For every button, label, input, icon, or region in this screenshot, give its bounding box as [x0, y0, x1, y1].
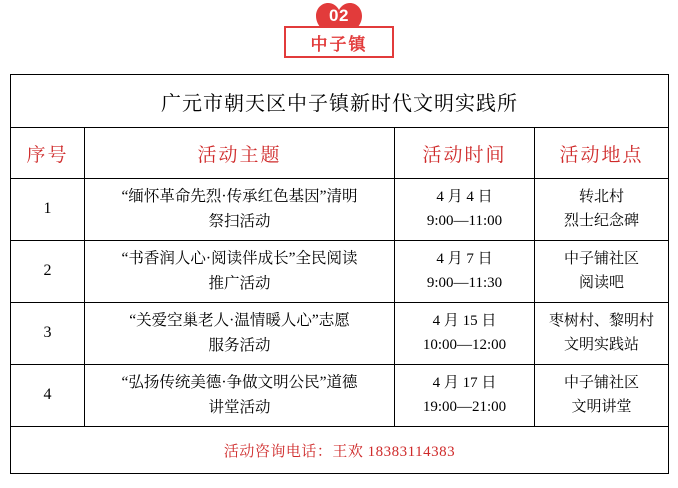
table-row	[11, 303, 669, 365]
row-time-date: 4 月 15 日	[432, 313, 497, 330]
row-no: 1	[11, 179, 85, 241]
row-theme-line2: 推广活动	[208, 274, 271, 292]
row-theme	[85, 179, 395, 241]
row-theme	[85, 241, 395, 303]
schedule-table-container	[10, 74, 668, 474]
row-theme	[85, 365, 395, 427]
row-place-line2: 阅读吧	[578, 274, 624, 291]
row-theme-line1: “书香润人心·阅读伴成长”全民阅读	[121, 250, 358, 268]
badge-number: 02	[329, 6, 349, 25]
schedule-table	[10, 74, 669, 474]
row-place-line1: 中子铺社区	[563, 251, 639, 268]
row-theme-line1: “缅怀革命先烈·传承红色基因”清明	[121, 188, 358, 206]
row-place-line1: 中子铺社区	[563, 375, 639, 392]
row-theme-line2: 服务活动	[208, 336, 271, 354]
row-place	[535, 365, 669, 427]
row-place-line2: 文明讲堂	[571, 398, 632, 415]
row-place	[535, 241, 669, 303]
row-time-range: 9:00—11:30	[426, 274, 503, 291]
row-time	[395, 241, 535, 303]
row-time	[395, 303, 535, 365]
row-theme-line1: “弘扬传统美德·争做文明公民”道德	[121, 374, 358, 392]
row-time-range: 9:00—11:00	[426, 212, 503, 229]
row-time	[395, 365, 535, 427]
table-header-row	[11, 128, 669, 179]
row-theme-line2: 讲堂活动	[208, 398, 271, 416]
page-title: 广元市朝天区中子镇新时代文明实践所	[11, 75, 669, 128]
row-theme-line2: 祭扫活动	[208, 212, 271, 230]
row-place-line1: 枣树村、黎明村	[548, 313, 654, 330]
table-row	[11, 179, 669, 241]
contact-note: 活动咨询电话：王欢 18383114383	[11, 427, 669, 474]
row-place	[535, 179, 669, 241]
row-time-range: 10:00—12:00	[422, 336, 507, 353]
row-place-line2: 文明实践站	[563, 336, 639, 353]
badge-town-label: 中子镇	[310, 34, 368, 54]
row-place-line2: 烈士纪念碑	[563, 212, 639, 229]
row-place	[535, 303, 669, 365]
row-no: 3	[11, 303, 85, 365]
row-place-line1: 转北村	[578, 189, 624, 206]
column-header-theme: 活动主题	[85, 128, 395, 179]
row-no: 4	[11, 365, 85, 427]
row-time-date: 4 月 4 日	[436, 189, 493, 206]
row-no: 2	[11, 241, 85, 303]
table-row	[11, 241, 669, 303]
row-theme	[85, 303, 395, 365]
row-time-date: 4 月 7 日	[436, 251, 493, 268]
row-time	[395, 179, 535, 241]
row-time-date: 4 月 17 日	[432, 375, 497, 392]
column-header-no: 序号	[11, 128, 85, 179]
row-time-range: 19:00—21:00	[422, 398, 507, 415]
table-row	[11, 365, 669, 427]
badge-town-box	[284, 26, 394, 58]
table-footer-row	[11, 427, 669, 474]
row-theme-line1: “关爱空巢老人·温情暖人心”志愿	[129, 312, 350, 330]
column-header-time: 活动时间	[395, 128, 535, 179]
table-title-row	[11, 75, 669, 128]
header-badge	[0, 0, 678, 64]
column-header-place: 活动地点	[535, 128, 669, 179]
